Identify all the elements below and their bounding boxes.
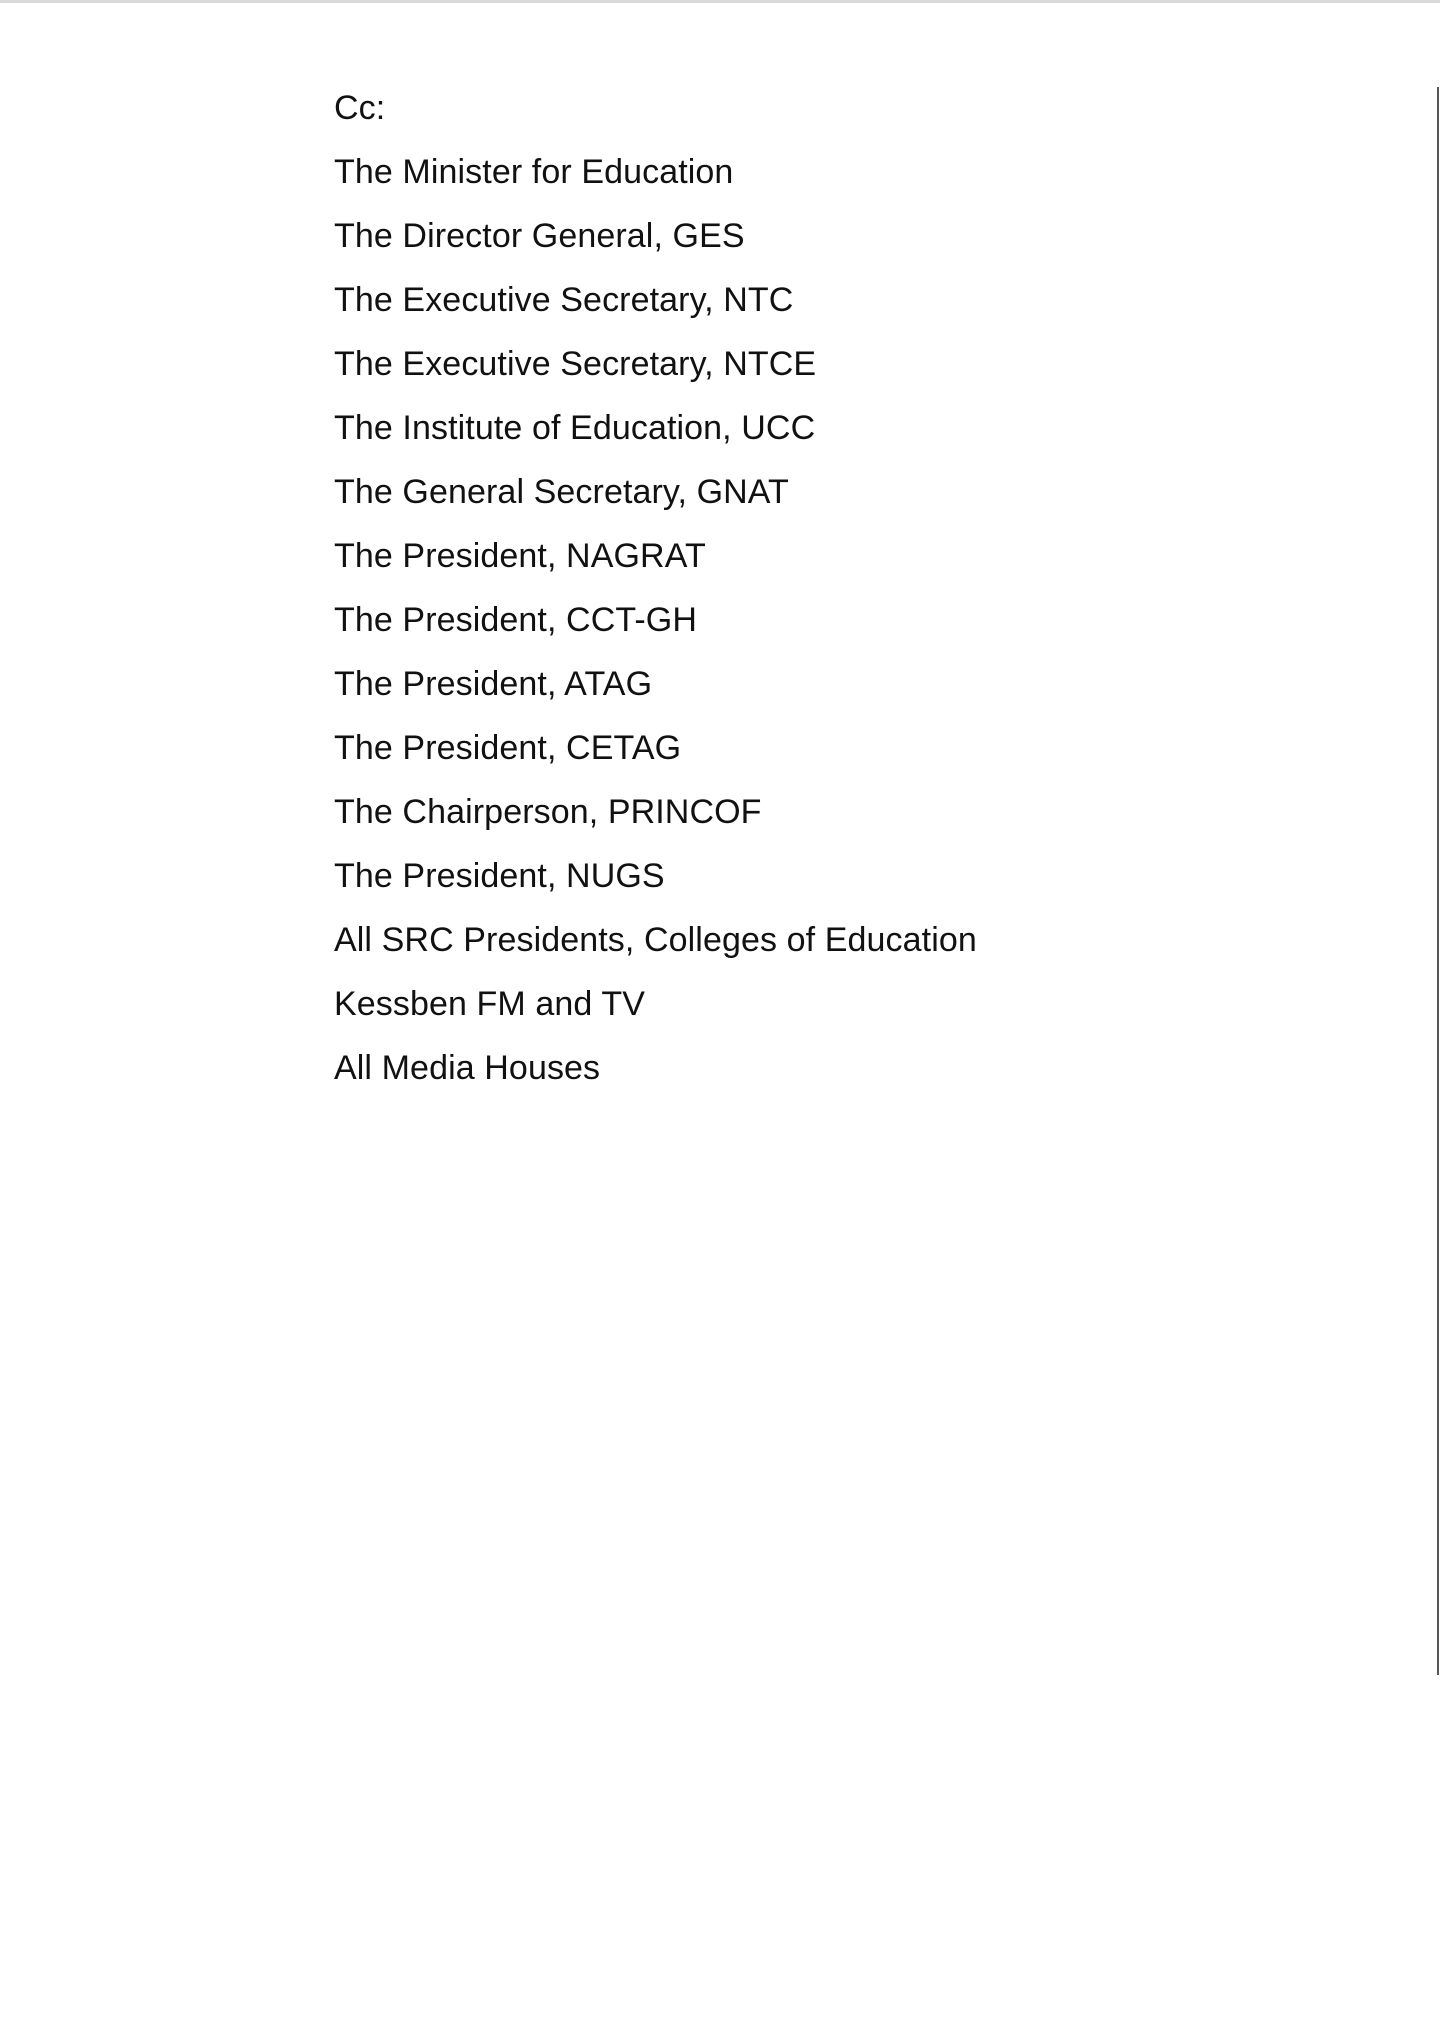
cc-recipient: The President, ATAG bbox=[334, 665, 653, 703]
cc-recipient: All Media Houses bbox=[334, 1049, 601, 1087]
cc-recipient: The General Secretary, GNAT bbox=[334, 473, 789, 511]
cc-recipient: All SRC Presidents, Colleges of Education bbox=[334, 921, 977, 959]
cc-recipient: The Executive Secretary, NTC bbox=[334, 281, 794, 319]
cc-recipient: The Minister for Education bbox=[334, 153, 734, 191]
cc-recipient: The President, NUGS bbox=[334, 857, 665, 895]
cc-recipient: Kessben FM and TV bbox=[334, 985, 646, 1023]
cc-recipient: The Director General, GES bbox=[334, 217, 745, 255]
cc-list-section bbox=[334, 86, 1234, 1110]
cc-recipient: The Executive Secretary, NTCE bbox=[334, 345, 817, 383]
cc-recipient: The President, NAGRAT bbox=[334, 537, 706, 575]
cc-recipient: The Chairperson, PRINCOF bbox=[334, 793, 762, 831]
cc-label: Cc: bbox=[334, 89, 386, 127]
cc-recipient: The President, CETAG bbox=[334, 729, 682, 767]
cc-recipient: The President, CCT-GH bbox=[334, 601, 697, 639]
cc-recipient: The Institute of Education, UCC bbox=[334, 409, 816, 447]
page-right-edge bbox=[1437, 87, 1439, 1675]
page-top-edge bbox=[0, 0, 1440, 3]
